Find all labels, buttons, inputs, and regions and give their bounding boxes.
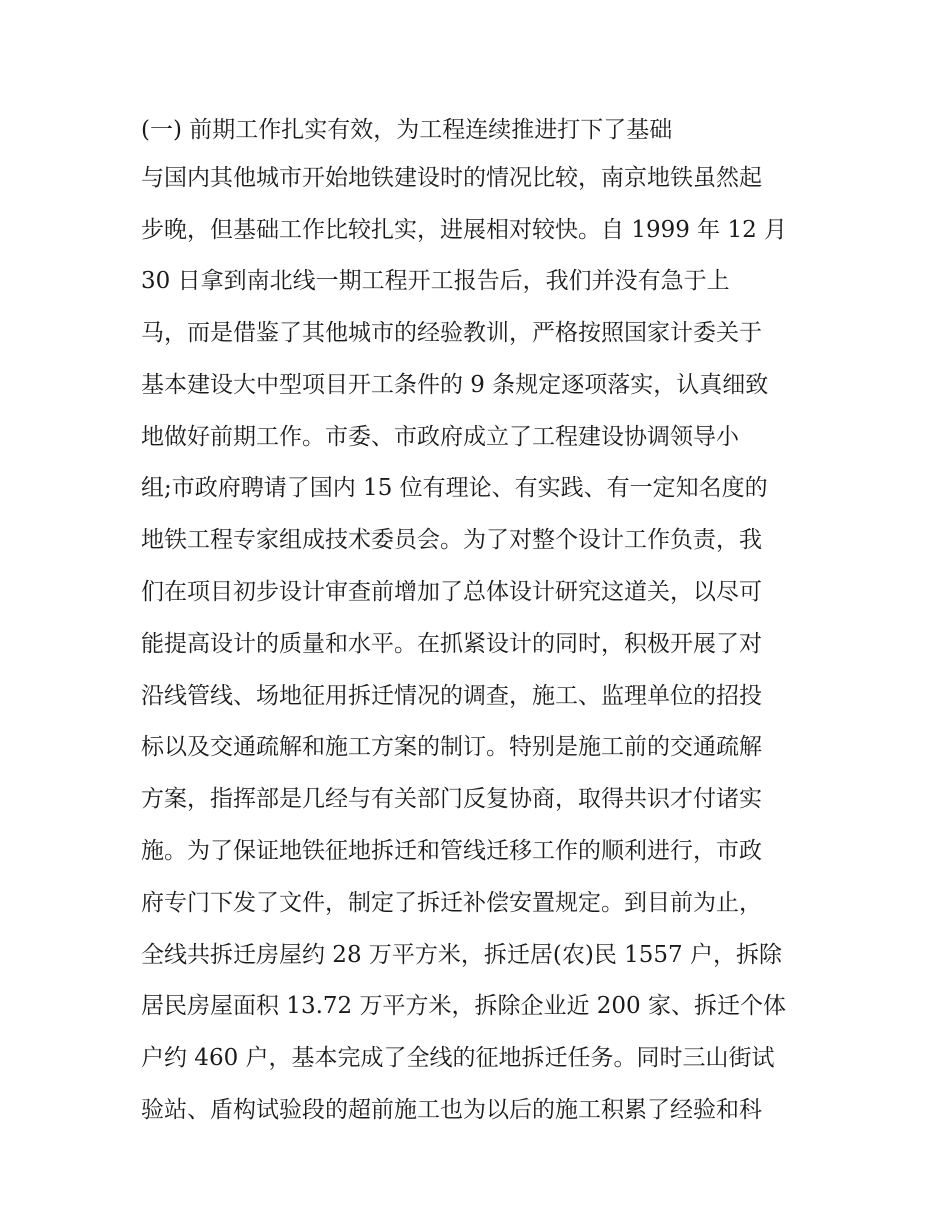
text-line: 组;市政府聘请了国内 15 位有理论、有实践、有一定知名度的 bbox=[141, 475, 768, 502]
text-line: 沿线管线、场地征用拆迁情况的调查，施工、监理单位的招投 bbox=[141, 682, 762, 709]
text-line: 与国内其他城市开始地铁建设时的情况比较，南京地铁虽然起 bbox=[141, 164, 762, 191]
text-line: 30 日拿到南北线一期工程开工报告后，我们并没有急于上 bbox=[141, 268, 730, 295]
text-line: 基本建设大中型项目开工条件的 9 条规定逐项落实，认真细致 bbox=[141, 371, 769, 398]
text-line: 户约 460 户，基本完成了全线的征地拆迁任务。同时三山街试 bbox=[141, 1045, 775, 1072]
text-line: 全线共拆迁房屋约 28 万平方米，拆迁居(农)民 1557 户，拆除 bbox=[141, 941, 782, 968]
text-line: 标以及交通疏解和施工方案的制订。特别是施工前的交通疏解 bbox=[141, 734, 762, 761]
text-line: 府专门下发了文件，制定了拆迁补偿安置规定。到目前为止， bbox=[141, 889, 762, 916]
section-heading: (一) 前期工作扎实有效，为工程连续推进打下了基础 bbox=[141, 117, 673, 143]
text-line: 方案，指挥部是几经与有关部门反复协商，取得共识才付诸实 bbox=[141, 786, 762, 813]
body-text bbox=[141, 110, 821, 1130]
text-line: 地铁工程专家组成技术委员会。为了对整个设计工作负责，我 bbox=[141, 527, 762, 554]
text-line: 验站、盾构试验段的超前施工也为以后的施工积累了经验和科 bbox=[141, 1096, 762, 1123]
text-line: 马，而是借鉴了其他城市的经验教训，严格按照国家计委关于 bbox=[141, 320, 762, 347]
text-line: 居民房屋面积 13.72 万平方米，拆除企业近 200 家、拆迁个体 bbox=[141, 993, 786, 1020]
text-line: 步晚，但基础工作比较扎实，进展相对较快。自 1999 年 12 月 bbox=[141, 216, 788, 243]
text-line: 们在项目初步设计审查前增加了总体设计研究这道关，以尽可 bbox=[141, 579, 762, 606]
text-line: 能提高设计的质量和水平。在抓紧设计的同时，积极开展了对 bbox=[141, 630, 762, 657]
text-line: 地做好前期工作。市委、市政府成立了工程建设协调领导小 bbox=[141, 423, 739, 450]
text-line: 施。为了保证地铁征地拆迁和管线迁移工作的顺利进行，市政 bbox=[141, 837, 762, 864]
